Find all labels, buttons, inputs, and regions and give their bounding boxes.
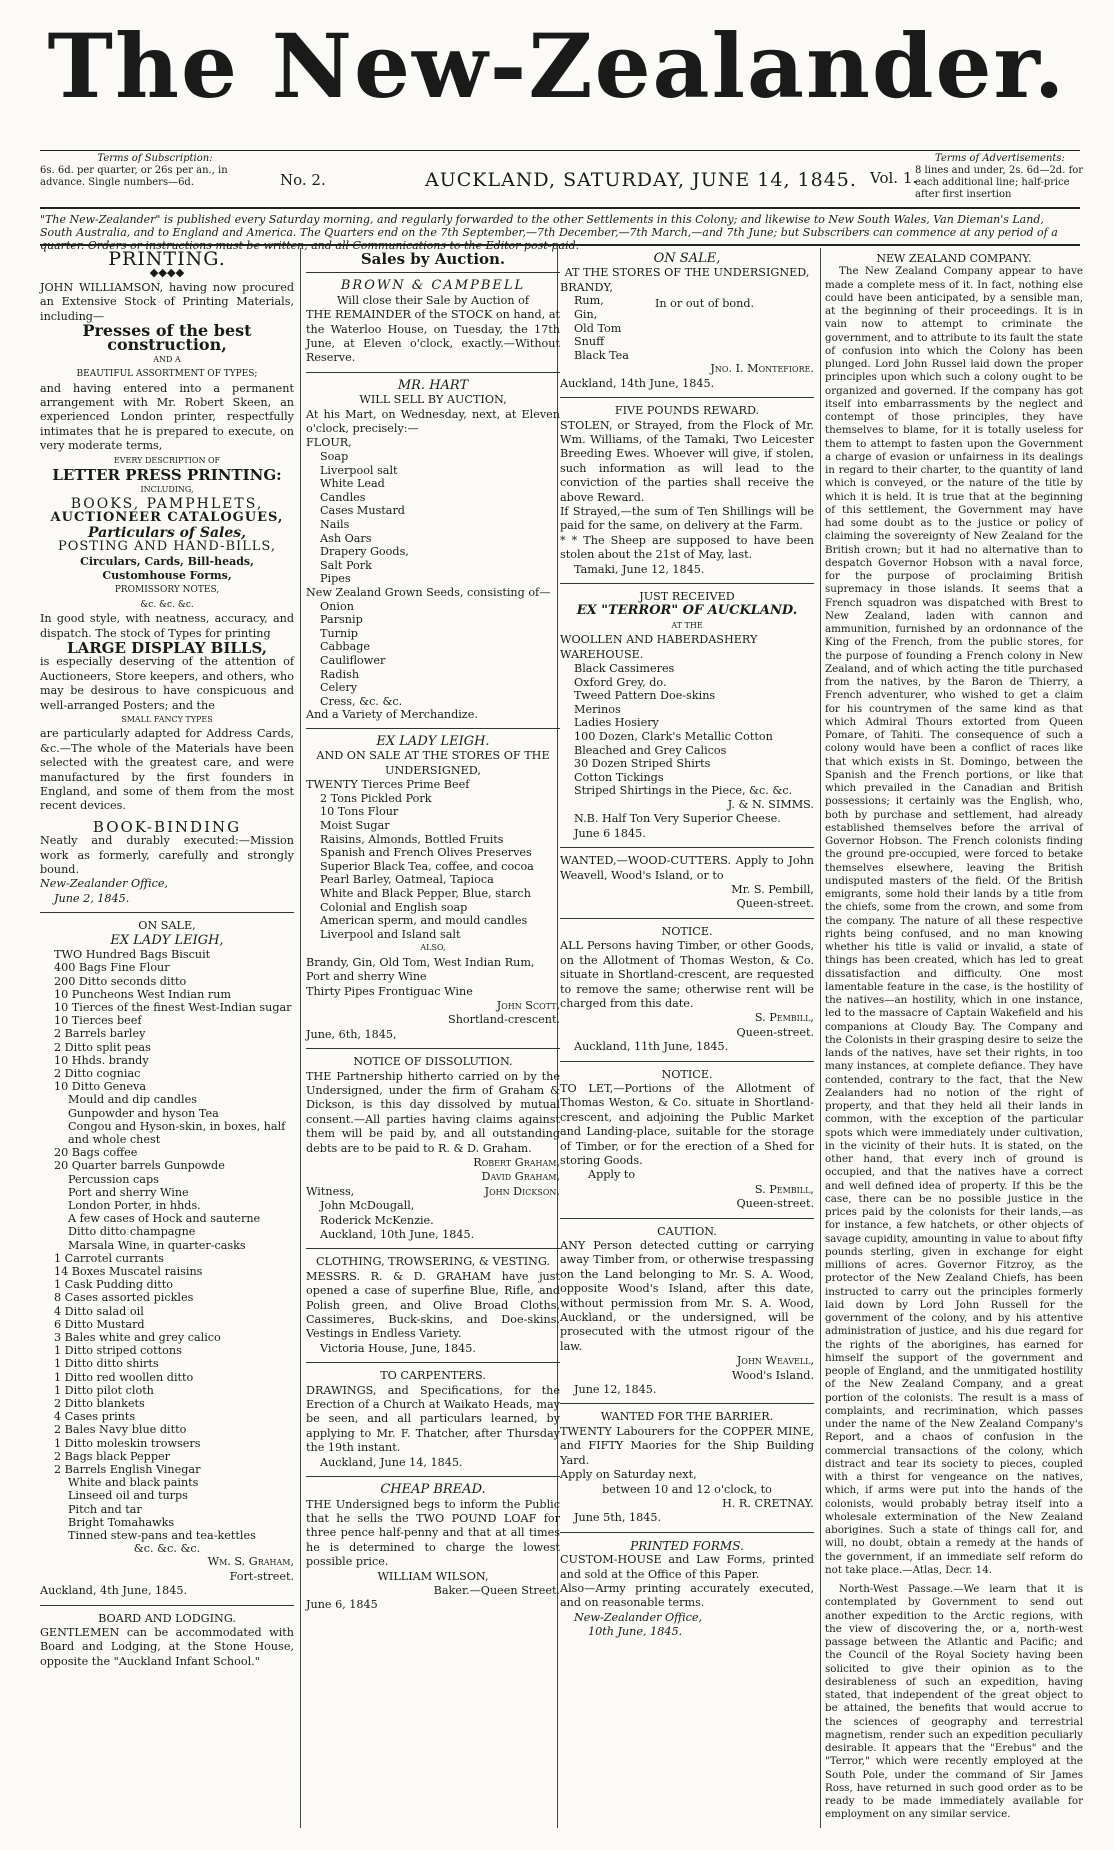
list-item: 8 Cases assorted pickles (54, 1291, 194, 1305)
list-item: Drapery Goods, (320, 545, 409, 559)
graham-address: Fort-street. (229, 1569, 294, 1583)
list-item: Old Tom (574, 321, 622, 335)
list-item: Turnip (320, 626, 358, 640)
office-name: New-Zealander Office, (40, 877, 169, 891)
printing-intro: JOHN WILLIAMSON, having now procured an Extensive Stock of Printing Materials, including— (40, 280, 294, 323)
montefiore-signature: Jno. I. Montefiore. (710, 362, 814, 376)
woodcutters-address: Queen-street. (736, 897, 814, 911)
list-item: Onion (320, 599, 354, 613)
also-label: ALSO, (420, 943, 446, 953)
bond-note: In or out of bond. (655, 296, 755, 310)
carpenters-text: DRAWINGS, and Specifications, for the Erection of a Church at Waikato Heads, may be seen, and all particulars learned, by applying to Mr. F. Thatcher, after Thursday the 19th instant. (306, 1383, 560, 1455)
bond-list (560, 281, 814, 363)
list-item: 1 Cask Pudding ditto (54, 1278, 174, 1292)
subscription-terms-text: 6s. 6d. per quarter, or 26s per an., in advance. Single numbers—6d. (40, 165, 228, 188)
list-item: Colonial and English soap (320, 900, 468, 914)
mr-hart-sub: WILL SELL BY AUCTION, (359, 393, 507, 407)
notice-text: ALL Persons having Timber, or other Goods, on the Allotment of Thomas Weston, & Co. situate in Shortland-crescent, are requested to remove the same; otherwise rent will be charged from this date. (560, 939, 814, 1010)
clothing-title: CLOTHING, TROWSERING, & VESTING. (315, 1255, 551, 1269)
forms-text: CUSTOM-HOUSE and Law Forms, printed and sold at the Office of this Paper. (560, 1553, 814, 1581)
list-item: 2 Bales Navy blue ditto (54, 1423, 187, 1437)
list-item: White and black paints (68, 1476, 199, 1490)
list-item: 10 Hhds. brandy (54, 1053, 149, 1067)
list-item: 1 Ditto pilot cloth (54, 1383, 154, 1397)
barrier-text: TWENTY Labourers for the COPPER MINE, and FIFTY Maories for the Ship Building Yard. (560, 1424, 814, 1467)
scott-signature: John Scott, (496, 998, 560, 1012)
terror-date: June 6 1845. (574, 826, 646, 840)
including: INCLUDING, (140, 484, 194, 494)
letter-press-heading: LETTER PRESS PRINTING: (52, 466, 282, 485)
header-rule-top (40, 150, 1080, 151)
dissolution-signature: David Graham, (481, 1170, 560, 1184)
list-item: 1 Carrotel currants (54, 1251, 164, 1265)
masthead-title: The New-Zealander. (47, 14, 1067, 118)
terror-sub: JUST RECEIVED (639, 590, 735, 604)
list-item: London Porter, in hhds. (68, 1198, 201, 1212)
reward-title: FIVE POUNDS REWARD. (614, 404, 760, 418)
list-item: Cabbage (320, 640, 371, 654)
list-item: Salt Pork (320, 558, 372, 572)
lady-leigh-sub: AND ON SALE AT THE STORES OF THE UNDERSIGNED, (316, 749, 550, 777)
info-bar (40, 147, 1084, 205)
list-item: Ditto ditto champagne (68, 1225, 196, 1239)
column-2 (306, 252, 560, 1613)
adapted-text: are particularly adapted for Address Cards, &c.—The whole of the Materials have been selected with the greatest care, and were manufactured by the first founders in England, and some of them from the most recent devices. (40, 727, 294, 813)
bookbinding-text: Neatly and durably executed:—Mission work as formerly, carefully and strongly bound. (40, 834, 294, 877)
notice-title: NOTICE. (661, 1067, 713, 1081)
witness-label: Witness, (306, 1184, 355, 1198)
caution-title: CAUTION. (657, 1224, 717, 1238)
forms-date: 10th June, 1845. (588, 1625, 683, 1639)
list-item: Port and sherry Wine (68, 1185, 189, 1199)
list-item: Snuff (574, 335, 605, 349)
north-west-passage-article: North-West Passage.—We learn that it is contemplated by Government to send out another expedition to the Arctic regions, with the view of discovering the, or a, north-west passage between the Atlantic and Pacific; and the Council of the Royal Society having been solicited to give their opinion as to the desirableness of such an expedition, having stated, that independent of the great object to be attained, the benefits that would accrue to the sciences of geography and terrestrial magnetism, render such an expedition peculiarly desirable. It appears that the "Erebus" and the "Terror," which were recently employed at the South Pole, under the command of Sir James Ross, have returned in such good order as to be ready to be made immediately available for employment on any similar service. (825, 1583, 1083, 1821)
presses-heading: Presses of the best construction, (82, 321, 252, 355)
header-rule-bottom (40, 207, 1080, 209)
dissolution-date: Auckland, 10th June, 1845. (320, 1228, 475, 1241)
large-display-heading: LARGE DISPLAY BILLS, (67, 638, 267, 657)
list-item: Gin, (574, 308, 598, 321)
list-item: Linseed oil and turps (68, 1489, 188, 1503)
stores-list (306, 778, 560, 941)
brown-campbell-sub: Will close their Sale by Auction of (336, 293, 530, 307)
on-sale-heading: ON SALE, (138, 919, 196, 933)
list-item: FLOUR, (306, 436, 352, 450)
board-text: GENTLEMEN can be accommodated with Board and Lodging, at the Stone House, opposite the "Auckland Infant School." (40, 1626, 294, 1668)
list-item: Bleached and Grey Calicos (574, 743, 727, 757)
on-sale-title: ON SALE, (653, 251, 721, 266)
publication-notice: "The New-Zealander" is published every Saturday morning, and regularly forwarded to the other Settlements in this Colony; and likewise to New South Wales, Van Dieman's Land, South Australia, and to England and America. The Quarters end on the 7th September,—7th December,—7th March,—and 7th June; but Subscribers can commence at any period of a quarter. Orders or instructions must be written, and all Communications to the Editor post-paid. (40, 213, 1058, 252)
barrier-apply: Apply on Saturday next, (560, 1468, 697, 1482)
circulars-heading: Circulars, Cards, Bill-heads, Customhouse Forms, (80, 554, 254, 582)
terror-list (560, 662, 814, 798)
subscription-terms (40, 153, 270, 189)
volume-number: Vol. 1. (870, 169, 918, 187)
advertisement-terms (915, 153, 1085, 201)
list-item: Cress, &c. &c. (320, 694, 403, 708)
list-item: Superior Black Tea, coffee, and cocoa (320, 859, 534, 873)
list-item: 2 Tons Pickled Pork (320, 791, 432, 805)
advertisement-terms-text: 8 lines and under, 2s. 6d—2d. for each additional line; half-price after first insertion (915, 165, 1084, 200)
printing-title: PRINTING. (108, 248, 226, 270)
carpenters-date: Auckland, June 14, 1845. (320, 1455, 463, 1469)
column-1 (40, 248, 294, 1669)
brown-campbell-text: THE REMAINDER of the STOCK on hand, at the Waterloo House, on Tuesday, the 17th June, at Eleven o'clock, exactly.—Without Reserve. (306, 308, 560, 365)
list-item: Oxford Grey, do. (574, 675, 667, 689)
bread-title: CHEAP BREAD. (380, 1482, 486, 1498)
list-item: Cauliflower (320, 653, 386, 667)
bread-signature: WILLIAM WILSON, (377, 1569, 489, 1583)
notice-address: Queen-street. (736, 1197, 814, 1211)
witness-name: John McDougall, (320, 1199, 415, 1213)
caution-address: Wood's Island. (731, 1368, 814, 1382)
list-item: Gunpowder and hyson Tea (68, 1106, 219, 1120)
list-item: 2 Ditto cogniac (54, 1066, 141, 1080)
notice-apply: Apply to (588, 1168, 636, 1182)
list-item: Marsala Wine, in quarter-casks (68, 1238, 246, 1252)
list-item: Radish (320, 667, 360, 681)
list-item: Merinos (574, 702, 621, 716)
list-item: 1 Ditto ditto shirts (54, 1357, 159, 1371)
list-item: And a Variety of Merchandize. (306, 708, 478, 722)
barrier-time: between 10 and 12 o'clock, to (602, 1482, 772, 1496)
list-item: Pearl Barley, Oatmeal, Tapioca (320, 873, 494, 887)
list-item: Tweed Pattern Doe-skins (574, 689, 716, 703)
list-item: Celery (320, 681, 358, 695)
list-item: Pipes (320, 572, 351, 586)
list-item: 20 Quarter barrels Gunpowde (54, 1159, 225, 1173)
nz-company-title: NEW ZEALAND COMPANY. (876, 252, 1032, 265)
list-item: Nails (320, 518, 350, 532)
list-item: 2 Bags black Pepper (54, 1449, 170, 1463)
mr-hart-heading: MR. HART (397, 377, 469, 393)
also-text: Brandy, Gin, Old Tom, West Indian Rum, Port and sherry Wine (306, 955, 535, 984)
subscription-terms-title: Terms of Subscription: (97, 153, 213, 164)
goods-list (40, 948, 294, 1555)
dissolution-text: THE Partnership hitherto carried on by the Undersigned, under the firm of Graham & Dickson, is this day dissolved by mutual consent.—All parties having claims against them will be paid by, and all outstanding debts are to be paid to R. & D. Graham. (306, 1069, 560, 1155)
forms-office: New-Zealander Office, (574, 1610, 703, 1624)
sales-by-auction-title: Sales by Auction. (360, 250, 506, 268)
graham-signature: Wm. S. Graham, (207, 1555, 294, 1569)
terror-at: AT THE (671, 620, 703, 630)
types-heading: BEAUTIFUL ASSORTMENT OF TYPES; (76, 369, 258, 380)
dissolution-title: NOTICE OF DISSOLUTION. (353, 1055, 513, 1069)
notice-signature: S. Pembill, (754, 1182, 814, 1196)
lady-leigh-heading: EX LADY LEIGH. (376, 733, 490, 749)
list-item: 1 Ditto striped cottons (54, 1344, 182, 1358)
issue-number: No. 2. (280, 171, 326, 189)
notice-signature: S. Pembill, (754, 1011, 814, 1025)
list-item: 2 Barrels English Vinegar (54, 1463, 201, 1477)
list-item: 2 Ditto blankets (54, 1397, 145, 1410)
office-date: June 2, 1845. (54, 891, 130, 905)
list-item: White Lead (320, 477, 385, 491)
list-item: 10 Tierces of the finest West-Indian sugar (54, 1000, 292, 1014)
reward-date: Tamaki, June 12, 1845. (574, 562, 705, 576)
list-item: 2 Ditto split peas (54, 1040, 151, 1054)
list-item: &c. &c. &c. (133, 1542, 201, 1556)
particulars-heading: Particulars of Sales, (87, 524, 246, 541)
list-item: 20 Bags coffee (54, 1146, 138, 1160)
list-item: 100 Dozen, Clark's Metallic Cotton (574, 730, 773, 744)
list-item: A few cases of Hock and sauterne (68, 1212, 261, 1226)
list-item: 10 Puncheons West Indian rum (54, 987, 232, 1001)
dissolution-signature: John Dickson. (484, 1184, 560, 1198)
scott-address: Shortland-crescent. (448, 1013, 560, 1027)
list-item: 10 Tierces beef (54, 1014, 142, 1028)
notice-date: Auckland, 11th June, 1845. (574, 1040, 729, 1054)
caution-signature: John Weavell, (736, 1354, 814, 1368)
scott-date: June, 6th, 1845, (306, 1027, 397, 1041)
on-sale-sub: AT THE STORES OF THE UNDERSIGNED, (564, 266, 810, 280)
list-item: 10 Ditto Geneva (54, 1080, 146, 1094)
woodcutters-text: WANTED,—WOOD-CUTTERS. Apply to John Weavell, Wood's Island, or to (560, 854, 814, 882)
list-item: 2 Barrels barley (54, 1027, 146, 1041)
and-a: AND A (153, 354, 181, 364)
forms-text-2: Also—Army printing accurately executed, and on reasonable terms. (560, 1581, 814, 1610)
list-item: Spanish and French Olives Preserves (320, 846, 532, 860)
list-item: Congou and Hyson-skin, in boxes, half and whole chest (68, 1119, 286, 1146)
thirty-pipes: Thirty Pipes Frontiguac Wine (306, 984, 473, 998)
clothing-date: Victoria House, June, 1845. (320, 1341, 476, 1355)
list-item: Parsnip (320, 613, 363, 627)
list-item: 1 Ditto red woollen ditto (54, 1370, 194, 1384)
reward-text-3: * * The Sheep are supposed to have been stolen about the 21st of May, last. (560, 533, 814, 562)
list-item: TWO Hundred Bags Biscuit (54, 948, 211, 962)
mr-hart-text: At his Mart, on Wednesday, next, at Eleven o'clock, precisely:— (306, 407, 560, 436)
forms-title: PRINTED FORMS. (630, 1538, 744, 1553)
promissory: PROMISSORY NOTES, (114, 585, 220, 596)
list-item: Black Cassimeres (574, 662, 675, 676)
list-item: 14 Boxes Muscatel raisins (54, 1264, 203, 1278)
list-item: White and Black Pepper, Blue, starch (320, 886, 531, 900)
list-item: Soap (320, 450, 349, 464)
list-item: Striped Shirtings in the Piece, &c. &c. (574, 784, 793, 798)
list-item: 1 Ditto moleskin trowsers (54, 1436, 201, 1450)
dissolution-signature: Robert Graham, (473, 1155, 560, 1169)
list-item: Pitch and tar (68, 1502, 142, 1516)
reward-text: STOLEN, or Strayed, from the Flock of Mr. Wm. Williams, of the Tamaki, Two Leicester Breeding Ewes. Whoever will give, if stolen, such information as will lead to the conviction of the parties shall receive the above Reward. (560, 418, 814, 504)
notice-text: TO LET,—Portions of the Allotment of Thomas Weston, & Co. situate in Shortland-crescent, and adjoining the Public Market and Landing-place, suitable for the storage of Timber, or for the erection of a Shed for storing Goods. (560, 1081, 814, 1167)
witness-name: Roderick McKenzie. (320, 1213, 434, 1227)
brown-campbell-heading: BROWN & CAMPBELL (340, 278, 526, 294)
list-item: 4 Cases prints (54, 1410, 136, 1424)
barrier-signature: H. R. CRETNAY. (722, 1496, 814, 1510)
arrangement-text: and having entered into a permanent arrangement with Mr. Robert Skeen, an experienced London printer, respectfully intimates that he is prepared to execute, on very moderate terms, (40, 381, 294, 453)
auctioneer-heading: AUCTIONEER CATALOGUES, (50, 510, 284, 526)
montefiore-date: Auckland, 14th June, 1845. (560, 376, 715, 390)
list-item: Percussion caps (68, 1172, 159, 1186)
especially-text: is especially deserving of the attention of Auctioneers, Store keepers, and others, who may be desirous to have conspicuous and well-arranged Posters; and the (40, 655, 294, 712)
list-item: 6 Ditto Mustard (54, 1317, 145, 1331)
list-item: BRANDY, (560, 280, 613, 294)
bookbinding-heading: BOOK-BINDING (92, 817, 242, 836)
list-item: Cases Mustard (320, 504, 405, 518)
list-item: Liverpool and Island salt (320, 927, 461, 941)
list-item: New Zealand Grown Seeds, consisting of— (306, 586, 551, 599)
list-item: Liverpool salt (320, 463, 398, 477)
simms-signature: J. & N. SIMMS. (727, 798, 814, 812)
list-item: Raisins, Almonds, Bottled Fruits (320, 832, 504, 846)
column-3 (560, 252, 814, 1640)
notice-rule (40, 244, 1080, 246)
carpenters-title: TO CARPENTERS. (380, 1369, 486, 1383)
list-item: American sperm, and mould candles (320, 914, 528, 928)
list-item: 200 Ditto seconds ditto (54, 974, 187, 988)
graham-date: Auckland, 4th June, 1845. (40, 1584, 188, 1598)
list-item: Cotton Tickings (574, 770, 664, 784)
caution-text: ANY Person detected cutting or carrying away Timber from, or otherwise trespassing on the Land belonging to Mr. S. A. Wood, opposite Wood's Island, after this date, without permission from Mr. S. A. Wood, Auckland, or the undersigned, will be prosecuted with the utmost rigour of the law. (560, 1239, 814, 1353)
dateline: AUCKLAND, SATURDAY, JUNE 14, 1845. (425, 169, 857, 191)
barrier-title: WANTED FOR THE BARRIER. (600, 1410, 774, 1424)
witness-row (306, 1185, 560, 1199)
list-item: 30 Dozen Striped Shirts (574, 757, 711, 771)
list-item: Rum, (574, 294, 604, 308)
ornament: ◆◆◆◆ (149, 266, 185, 280)
column-4 (825, 252, 1083, 1822)
terror-warehouse: WOOLLEN AND HABERDASHERY WAREHOUSE. (560, 633, 758, 661)
list-item: Mould and dip candles (68, 1093, 197, 1107)
list-item: 400 Bags Fine Flour (54, 961, 170, 975)
list-item: Tinned stew-pans and tea-kettles (68, 1529, 256, 1543)
woodcutters-signature: Mr. S. Pembill, (731, 883, 814, 897)
list-item: Ladies Hosiery (574, 716, 659, 730)
terror-nb: N.B. Half Ton Very Superior Cheese. (574, 812, 781, 826)
bread-date: June 6, 1845 (306, 1598, 378, 1612)
auction-list (306, 436, 560, 721)
list-item: TWENTY Tierces Prime Beef (306, 778, 470, 792)
fancy-types: SMALL FANCY TYPES (121, 715, 213, 724)
posting-heading: POSTING AND HAND-BILLS, (57, 539, 276, 555)
list-item: Black Tea (574, 348, 629, 362)
nz-company-article: The New Zealand Company appear to have made a complete mess of it. In fact, nothing else could have been anticipated, by a sensible man, at the beginning of their proceedings. It is in vain now to attempt to criminate the government, and to attribute to its fault the state of confusion into which the Colony has been plunged. Lord John Russel laid down the proper principles upon which such a colony ought to be organized and governed. If the company has got itself into embarrassments by the neglect and contempt of those principles, they have themselves to blame, for it is totally useless for them to attempt to fasten upon the Government a charge of evasion or unfairness in its dealings in regard to their charter, to the quantity of land which is conveyed, or the nature of the title by which it is held. It is true that at the beginning of this settlement, the Government may have had some doubt as to the justice or policy of claiming the sovereignty of New Zealand for the British crown; but it had no alternative than to despatch Governor Hobson with a naval force, for the purpose of proclaiming British supremacy in those islands. It seems that a French squadron was dispatched with Brest to New Zealand, laden with cannon and ammunition, furnished by an ordonnance of the King of the French, from the public stores, for the purpose of founding a French colony in New Zealand, and of which acting the title purchased from the natives, by the Baron de Thierry, a French adventurer, who wished to get a claim for his countrymen of the same kind as that which Admiral Thours extorted from Queen Pomare, of Tahiti. The consequence of such a colony would have been a conflict of races like that which exists in St. Domingo, between the Spanish and the French portions, or like that which prevailed in the Canadian and British possessions; it certainly was the English, who, both by purchase and settlement, had already established themselves before the arrival of Governor Hobson. The French colonists finding the ground pre-occupied, were forced to betake themselves elsewhere, leaving the British undisputed masters of the field. Of the British emigrants, some hold their lands by a title from the chiefs, some from the crown, and some from the company. The nature of all these respective rights being confused, and no man knowing whether his title is valid or invalid, a state of things has been created, which has led to great dissatisfaction and difficulty. One most lamentable feature in the case, is the hostility of the natives—an hostility, which in one instance, led to the massacre of Captain Wakefield and his companions at Cloudy Bay. The Company and the Colonists in their grasping desire to seize the lands of the natives, have set their rights, in too many instances, at complete defiance. They have contended, contrary to the fact, that the New Zealanders had no notion of the right of property, and that they held all their lands in common, with the exception of the particular spots which were immediately under cultivation, in the vicinity of their huts. It is stated, on the other hand, that every inch of ground is occupied, and that the natives have a correct and well defined idea of property. If this be the case, there can be no possible justice in the prices paid by the colonists for their lands,—as for instance, a few hatchets, or other objects of savage cupidity, amounting in value to about fifty pounds sterling, given in exchange for eight millions of acres. Governor Fitzroy, as the protector of the New Zealand Chiefs, has been instructed to carry out the principles formerly laid down by Lord John Russell for the government of the colony, and by his attentive administration of justice, and his due regard for the rights of the aborigines, has earned for himself the support of the government and people of England, and the unmitigated hostility of the New Zealand Company, and a great portion of the colonists. The result is a mass of complaints, and recrimination, which passes under the name of the New Zealand Company's Report, and a chaos of confusion in the commercial transactions of the colony, which distract and tear its society to pieces, coupled with a thirst for vengeance on the natives, which, if arms were put into the hands of the colonists, would probably betray itself into a wholesale extermination of the New Zealand aborigines. Such a state of things call for, and will, no doubt, obtain a remedy at the hands of the government, if an immediate self reform do not take place.—Atlas, Decr. 14. (825, 265, 1083, 1576)
terror-heading: EX "TERROR" OF AUCKLAND. (576, 603, 798, 619)
list-item: 3 Bales white and grey calico (54, 1330, 221, 1344)
barrier-date: June 5th, 1845. (574, 1511, 662, 1525)
list-item: 4 Ditto salad oil (54, 1304, 144, 1318)
reward-text-2: If Strayed,—the sum of Ten Shillings will be paid for the same, on delivery at the Farm. (560, 505, 814, 533)
bread-address: Baker.—Queen Street. (433, 1583, 560, 1597)
style-text: In good style, with neatness, accuracy, and dispatch. The stock of Types for printing (40, 612, 294, 640)
notice-address: Queen-street. (736, 1025, 814, 1039)
caution-date: June 12, 1845. (574, 1383, 657, 1397)
list-item: 10 Tons Flour (320, 805, 399, 819)
etc: &c. &c. &c. (140, 599, 194, 610)
list-item: Bright Tomahawks (68, 1515, 175, 1529)
board-title: BOARD AND LODGING. (98, 1611, 236, 1625)
column-divider (300, 248, 301, 1828)
clothing-text: MESSRS. R. & D. GRAHAM have just opened a case of superfine Blue, Rifle, and Polish green, and Olive Broad Cloths, Cassimeres, Buck-skins, and Doe-skins. Vestings in Endless Variety. (306, 1269, 560, 1341)
column-divider (820, 248, 821, 1828)
list-item: Moist Sugar (320, 818, 390, 832)
bread-text: THE Undersigned begs to inform the Public that he sells the TWO POUND LOAF for three pence half-penny and that at all times he is determined to charge the lowest possible price. (306, 1497, 560, 1569)
list-item: Ash Oars (320, 531, 372, 545)
books-heading: BOOKS, PAMPHLETS, (70, 495, 264, 512)
advertisement-terms-title: Terms of Advertisements: (935, 153, 1065, 164)
list-item: Candles (320, 490, 366, 504)
ex-lady-leigh-heading: EX LADY LEIGH, (110, 932, 224, 948)
every-description: EVERY DESCRIPTION OF (113, 455, 221, 465)
notice-title: NOTICE. (661, 924, 713, 938)
